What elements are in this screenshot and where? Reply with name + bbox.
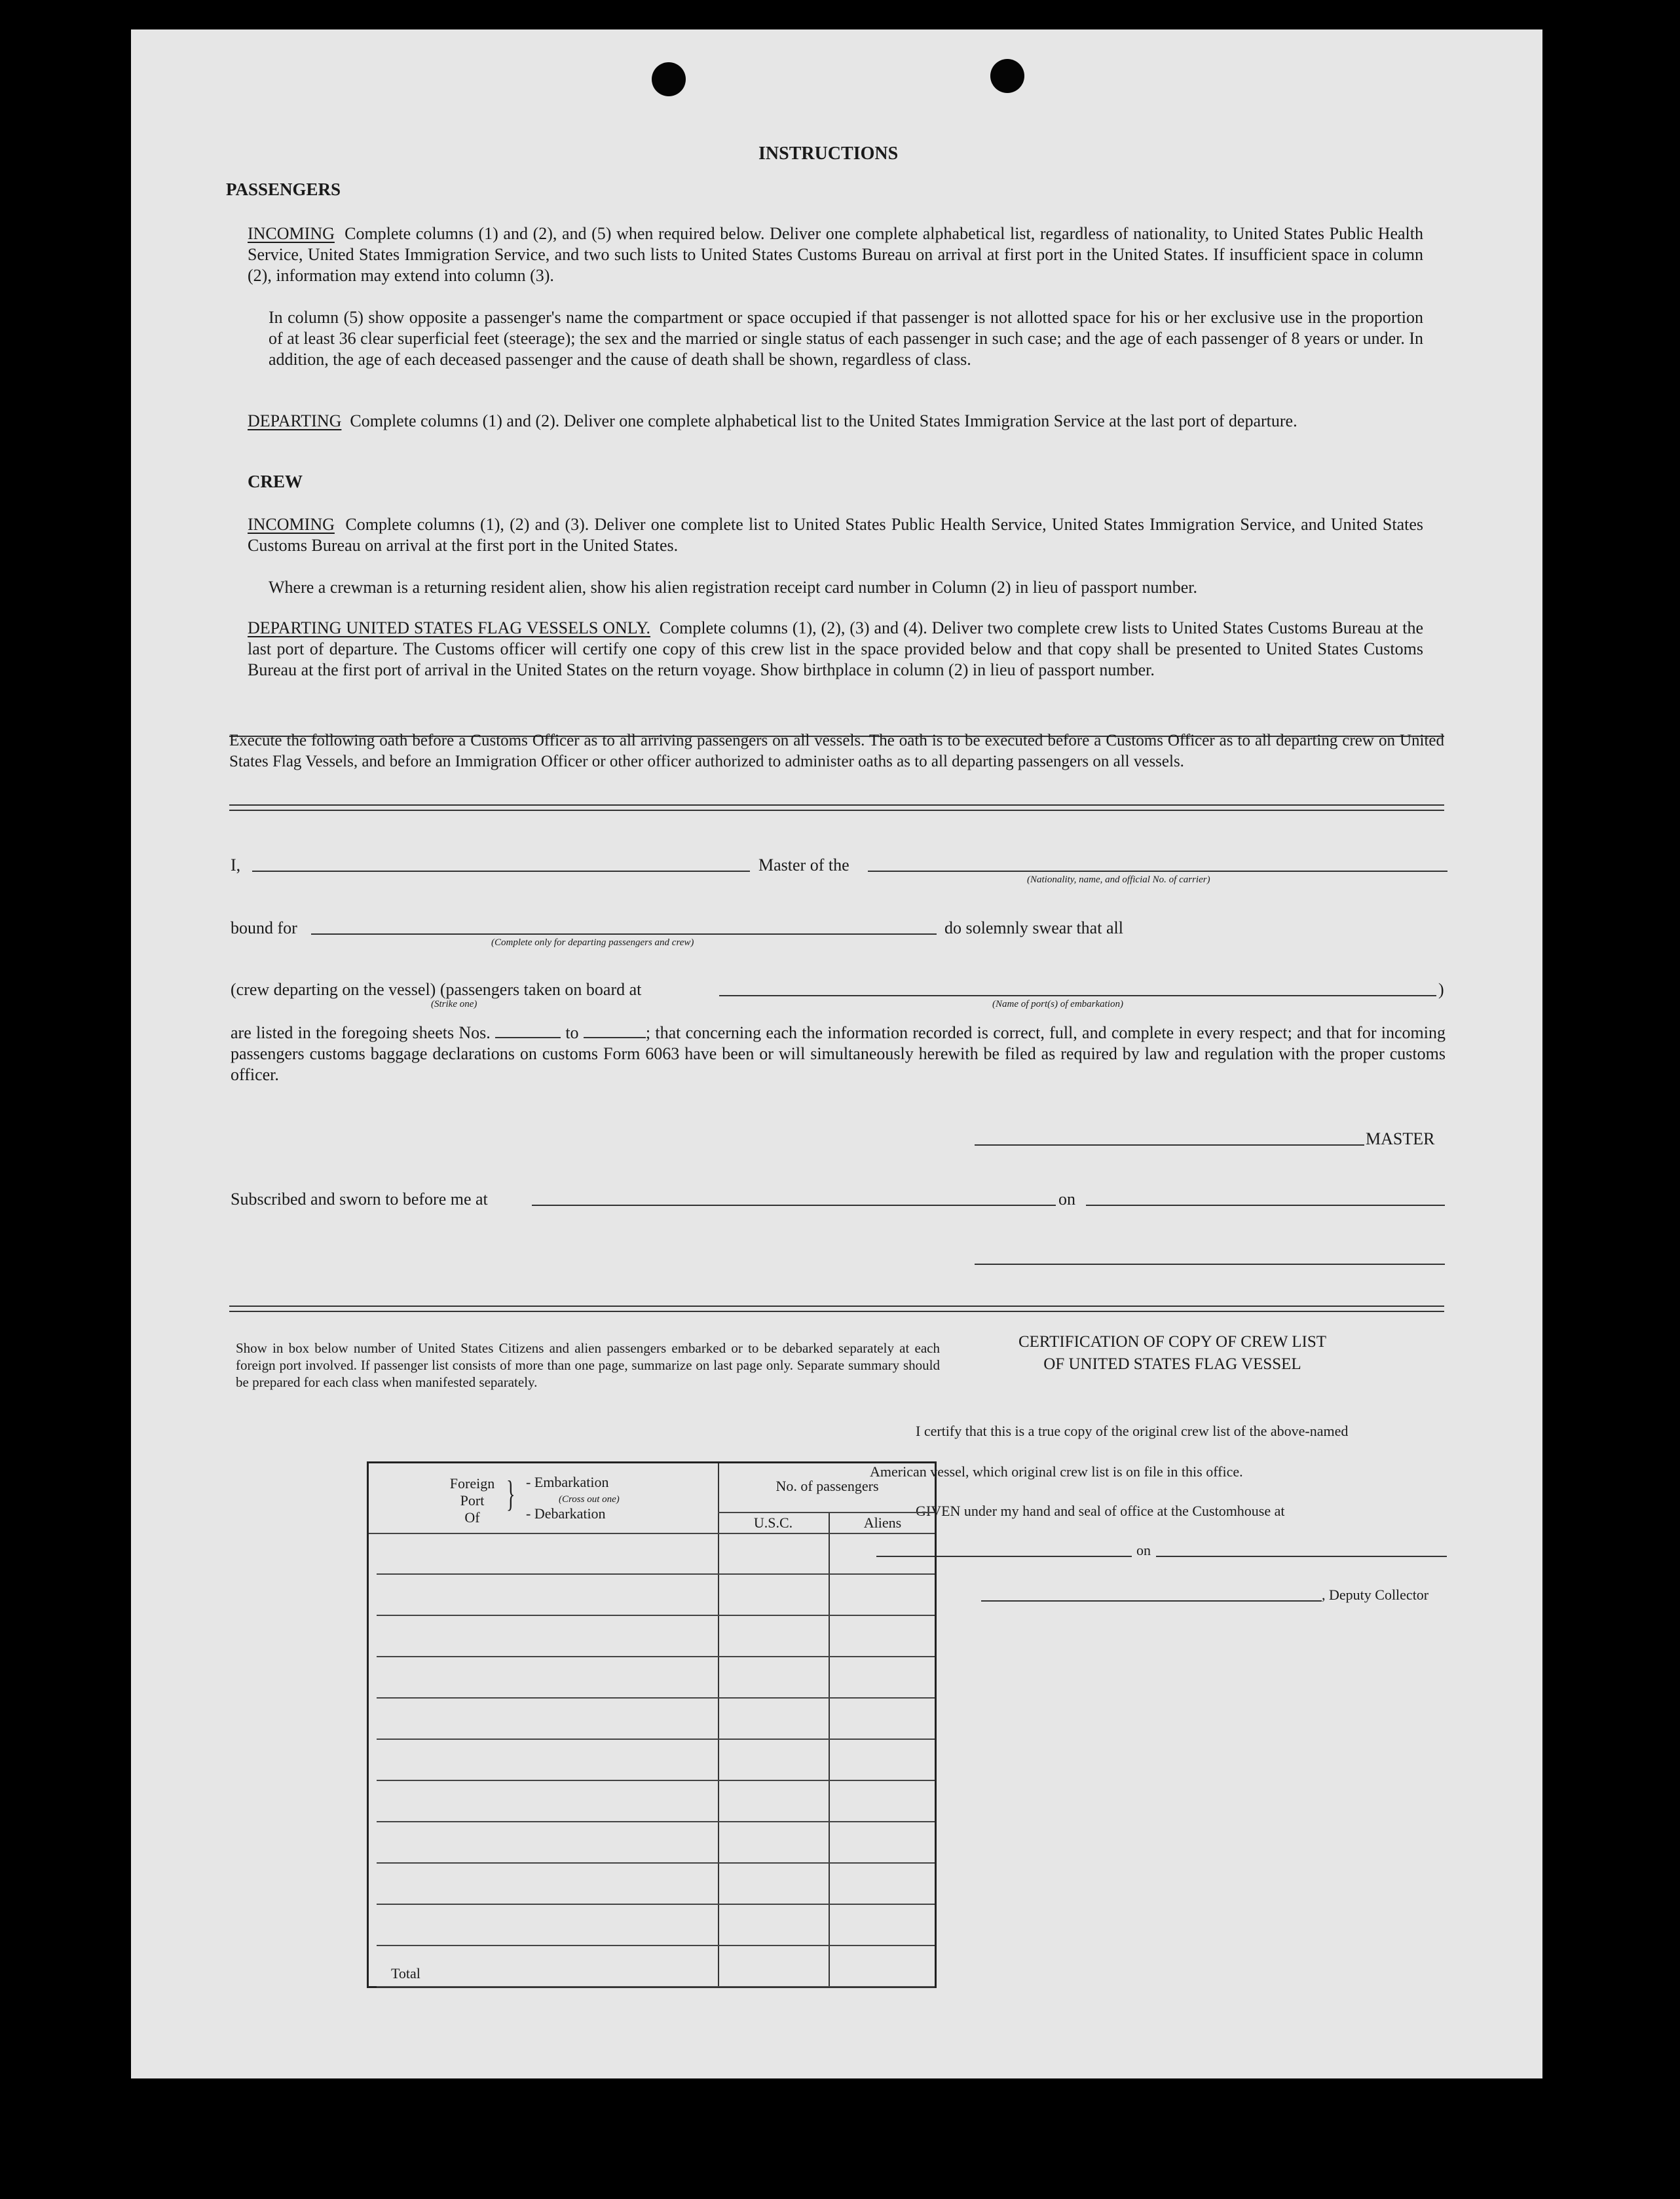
crew-incoming-text: Complete columns (1), (2) and (3). Deliver one complete list to United States Public Health Service, United States Immigration Service, and United States Customs Bureau on arrival at the first port in the United States. bbox=[248, 515, 1423, 555]
departing-label: DEPARTING bbox=[248, 411, 342, 430]
master-label: MASTER bbox=[1366, 1129, 1435, 1148]
table-row-line bbox=[377, 1573, 935, 1575]
vessel-field-caption: (Nationality, name, and official No. of carrier) bbox=[1027, 874, 1210, 885]
officer-signature-field[interactable] bbox=[975, 1264, 1445, 1265]
listed-prefix: are listed in the foregoing sheets Nos. bbox=[231, 1023, 491, 1042]
crew-heading: CREW bbox=[248, 472, 303, 491]
vessel-field[interactable] bbox=[868, 871, 1447, 872]
incoming-label: INCOMING bbox=[248, 224, 335, 243]
table-header-divider bbox=[369, 1533, 935, 1534]
certification-given: GIVEN under my hand and seal of office at the Customhouse at bbox=[916, 1503, 1285, 1519]
resident-alien-paragraph: Where a crewman is a returning resident alien, show his alien registration receipt card number in Column (2) in lieu of passport number. bbox=[269, 578, 1198, 597]
passengers-departing-paragraph bbox=[248, 411, 1423, 432]
swear-label: do solemnly swear that all bbox=[944, 918, 1123, 937]
table-row-line bbox=[377, 1780, 935, 1781]
sworn-place-field[interactable] bbox=[532, 1205, 1056, 1206]
bound-for-field[interactable] bbox=[311, 933, 937, 935]
master-name-field[interactable] bbox=[252, 871, 750, 872]
divider bbox=[229, 1311, 1444, 1312]
subscribed-label: Subscribed and sworn to before me at bbox=[231, 1190, 488, 1209]
column5-paragraph: In column (5) show opposite a passenger's name the compartment or space occupied if that passenger is not allotted space for his or her exclusive use in the proportion of at least 36 clear superficial feet (steerage); the sex and the married or single status of each passenger in such case; and the age of each passenger of 8 years or under. In addition, the age of each deceased passenger and the cause of death shall be shown, regardless of class. bbox=[269, 308, 1423, 369]
passengers-heading: PASSENGERS bbox=[226, 179, 341, 199]
table-row-line bbox=[377, 1986, 935, 1987]
crew-incoming-paragraph bbox=[248, 514, 1423, 556]
usc-header: U.S.C. bbox=[753, 1514, 793, 1531]
sheet-to-field[interactable] bbox=[584, 1037, 646, 1038]
master-signature-field[interactable] bbox=[975, 1144, 1364, 1146]
crew-departing-label-line: (crew departing on the vessel) (passengers taken on board at bbox=[231, 980, 642, 999]
table-row-line bbox=[377, 1862, 935, 1864]
strike-caption: (Strike one) bbox=[431, 999, 477, 1009]
embarkation-ports-field[interactable] bbox=[719, 995, 1436, 996]
oath-i-label: I, bbox=[231, 855, 241, 874]
close-paren: ) bbox=[1438, 980, 1444, 999]
debarkation-label: - Debarkation bbox=[526, 1505, 606, 1522]
table-column-divider bbox=[718, 1463, 719, 1986]
aliens-header: Aliens bbox=[863, 1514, 902, 1531]
deputy-collector-label: , Deputy Collector bbox=[1322, 1587, 1429, 1603]
table-row-line bbox=[377, 1821, 935, 1822]
deputy-signature-field[interactable] bbox=[981, 1600, 1322, 1602]
certification-line-2: American vessel, which original crew list is on file in this office. bbox=[870, 1463, 1243, 1480]
crew-incoming-label: INCOMING bbox=[248, 515, 335, 534]
crew-departing-label: DEPARTING UNITED STATES FLAG VESSELS ONLY. bbox=[248, 618, 651, 637]
table-column-divider bbox=[829, 1512, 830, 1986]
col-foreign: Foreign bbox=[449, 1475, 495, 1492]
certification-title-1: CERTIFICATION OF COPY OF CREW LIST bbox=[1018, 1333, 1327, 1351]
table-row-line bbox=[377, 1697, 935, 1699]
bound-for-label: bound for bbox=[231, 918, 297, 937]
certification-date-field[interactable] bbox=[1156, 1556, 1447, 1557]
divider bbox=[229, 804, 1444, 806]
sheet-from-field[interactable] bbox=[495, 1037, 561, 1038]
table-row-line bbox=[377, 1904, 935, 1905]
certification-line-1: I certify that this is a true copy of the original crew list of the above-named bbox=[916, 1423, 1349, 1439]
table-row-line bbox=[377, 1656, 935, 1657]
oath-intro: Execute the following oath before a Customs Officer as to all arriving passengers on all vessels. The oath is to be executed before a Customs Officer as to all departing crew on United States Flag Vessels, and before an Immigration Officer or other officer authorized to administer oaths as to all departing passengers on all vessels. bbox=[229, 732, 1444, 770]
table-row-line bbox=[377, 1945, 935, 1946]
listed-paragraph bbox=[231, 1023, 1446, 1085]
form-page bbox=[131, 29, 1542, 2078]
embarkation-label: - Embarkation bbox=[526, 1474, 609, 1490]
passenger-summary-table bbox=[367, 1461, 937, 1988]
sworn-on-label: on bbox=[1058, 1190, 1075, 1209]
incoming-text: Complete columns (1) and (2), and (5) when required below. Deliver one complete alphabetical list, regardless of nationality, to United States Public Health Service, United States Immigration Service, and two such lists to United States Customs Bureau on arrival at first port in the United States. If insufficient space in column (2), information may extend into column (3). bbox=[248, 224, 1424, 285]
ports-caption: (Name of port(s) of embarkation) bbox=[992, 999, 1123, 1009]
cross-out-caption: (Cross out one) bbox=[559, 1494, 620, 1505]
master-of-label: Master of the bbox=[758, 855, 849, 874]
divider bbox=[229, 810, 1444, 811]
brace-icon: } bbox=[506, 1474, 515, 1514]
no-of-passengers-header: No. of passengers bbox=[775, 1478, 879, 1494]
certification-on: on bbox=[1136, 1542, 1151, 1558]
table-header-divider bbox=[718, 1512, 935, 1513]
listed-to: to bbox=[565, 1023, 579, 1042]
col-port: Port bbox=[460, 1492, 485, 1509]
listed-rest: ; that concerning each the information recorded is correct, full, and complete in every respect; and that for incoming passengers customs baggage declarations on customs Form 6063 have been or will simultaneously herewith be filed as required by law and regulation with the proper customs officer. bbox=[231, 1023, 1446, 1084]
punch-hole bbox=[652, 62, 686, 96]
table-row-line bbox=[377, 1615, 935, 1616]
sworn-date-field[interactable] bbox=[1086, 1205, 1445, 1206]
divider bbox=[229, 1306, 1444, 1307]
punch-hole bbox=[990, 59, 1024, 93]
page-title: INSTRUCTIONS bbox=[758, 143, 899, 164]
departing-text: Complete columns (1) and (2). Deliver one complete alphabetical list to the United States Immigration Service at the last port of departure. bbox=[350, 411, 1297, 430]
crew-departing-paragraph bbox=[248, 618, 1423, 681]
total-label: Total bbox=[391, 1965, 420, 1982]
certification-title-2: OF UNITED STATES FLAG VESSEL bbox=[1043, 1355, 1301, 1373]
summary-instructions: Show in box below number of United States Citizens and alien passengers embarked or to be debarked separately at each foreign port involved. If passenger list consists of more than one page, summarize on last page only. Separate summary should be prepared for each class when manifested separately. bbox=[236, 1340, 940, 1390]
col-of: Of bbox=[464, 1509, 480, 1526]
passengers-incoming-paragraph bbox=[248, 223, 1423, 286]
bound-for-caption: (Complete only for departing passengers and crew) bbox=[491, 937, 694, 948]
table-row-line bbox=[377, 1739, 935, 1740]
crew-departing-text: Complete columns (1), (2), (3) and (4). Deliver two complete crew lists to United States Customs Bureau at the last port of departure. The Customs officer will certify one copy of this crew list in the space provided below and that copy shall be presented to United States Customs Bureau at the first port of arrival in the United States on the return voyage. Show birthplace in column (2) in lieu of passport number. bbox=[248, 618, 1423, 679]
